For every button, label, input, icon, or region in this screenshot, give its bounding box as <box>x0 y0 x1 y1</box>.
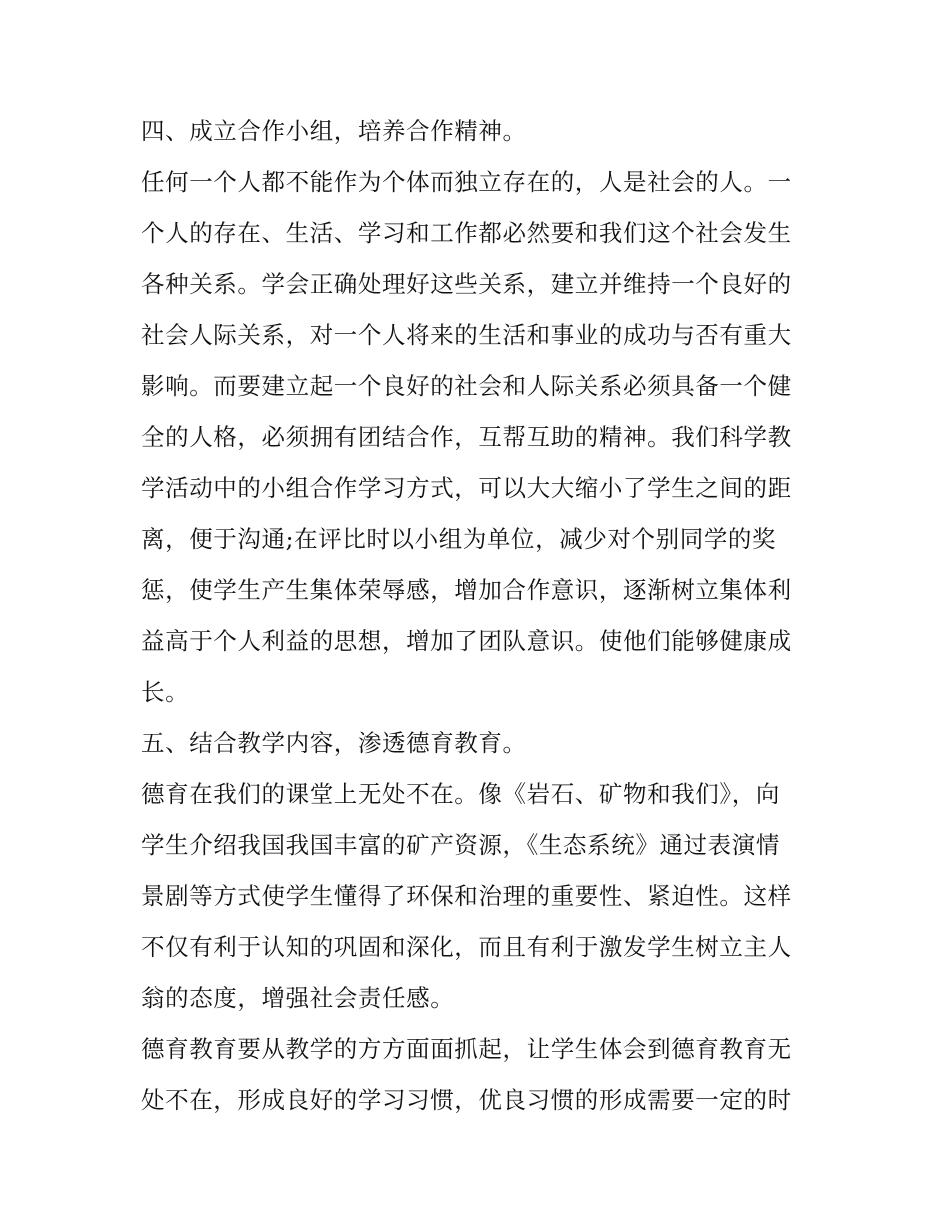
paragraph-line: 长。 <box>141 678 190 706</box>
paragraph-line: 各种关系。学会正确处理好这些关系，建立并维持一个良好的 <box>141 270 792 298</box>
paragraph-line: 全的人格，必须拥有团结合作，互帮互助的精神。我们科学教 <box>141 423 792 451</box>
paragraph-line: 离，便于沟通;在评比时以小组为单位，减少对个别同学的奖 <box>141 525 777 553</box>
paragraph-line: 任何一个人都不能作为个体而独立存在的，人是社会的人。一 <box>141 168 792 196</box>
paragraph-line: 不仅有利于认知的巩固和深化，而且有利于激发学生树立主人 <box>141 933 792 961</box>
paragraph-line: 处不在，形成良好的学习习惯，优良习惯的形成需要一定的时 <box>141 1086 792 1114</box>
section-heading-4: 四、成立合作小组，培养合作精神。 <box>141 117 527 145</box>
paragraph-line: 益高于个人利益的思想，增加了团队意识。使他们能够健康成 <box>141 627 792 655</box>
paragraph-line: 德育教育要从教学的方方面面抓起，让学生体会到德育教育无 <box>141 1035 792 1063</box>
paragraph-line: 个人的存在、生活、学习和工作都必然要和我们这个社会发生 <box>141 219 792 247</box>
paragraph-line: 景剧等方式使学生懂得了环保和治理的重要性、紧迫性。这样 <box>141 882 792 910</box>
paragraph-line: 社会人际关系，对一个人将来的生活和事业的成功与否有重大 <box>141 321 792 349</box>
section-heading-5: 五、结合教学内容，渗透德育教育。 <box>141 729 527 757</box>
document-body <box>141 106 816 1126</box>
paragraph-line: 影响。而要建立起一个良好的社会和人际关系必须具备一个健 <box>141 372 792 400</box>
paragraph-line: 学活动中的小组合作学习方式，可以大大缩小了学生之间的距 <box>141 474 792 502</box>
paragraph-line: 学生介绍我国我国丰富的矿产资源，《生态系统》通过表演情 <box>141 831 780 859</box>
paragraph-line: 翁的态度，增强社会责任感。 <box>141 984 455 1012</box>
paragraph-line: 惩，使学生产生集体荣辱感，增加合作意识，逐渐树立集体利 <box>141 576 792 604</box>
paragraph-line: 德育在我们的课堂上无处不在。像《岩石、矿物和我们》，向 <box>141 780 780 808</box>
